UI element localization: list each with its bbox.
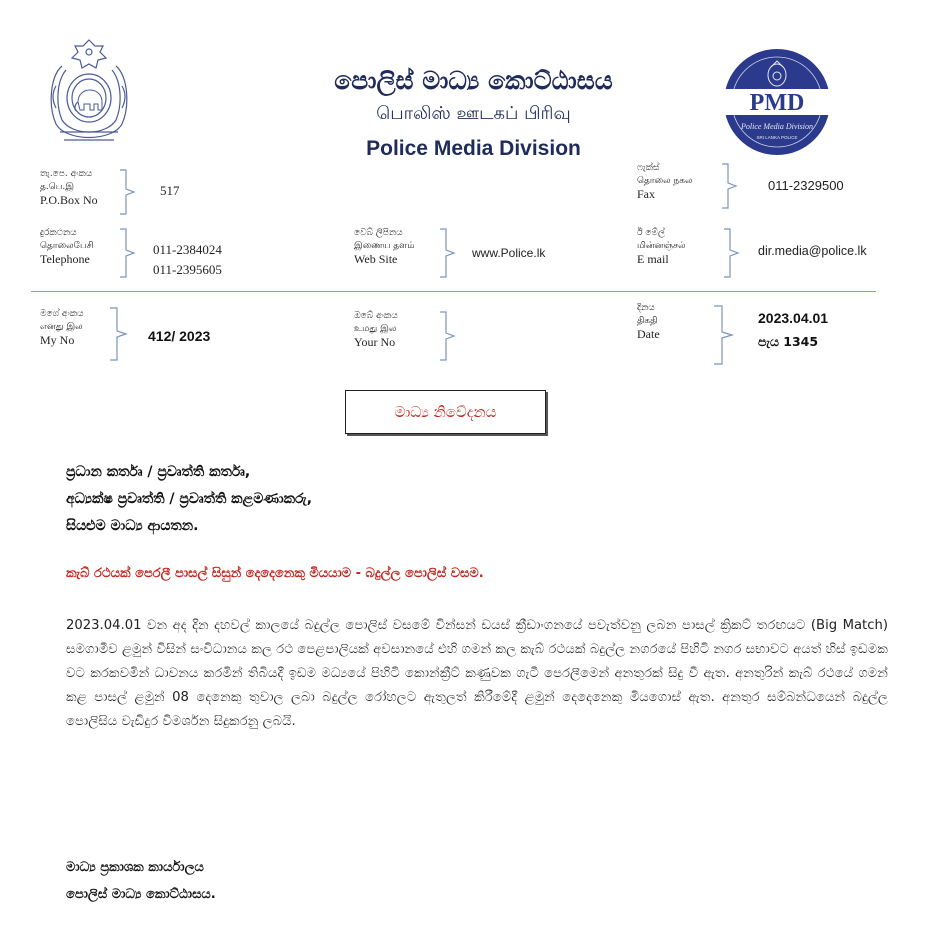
brace-icon <box>722 227 742 279</box>
website-label: වෙබ් ලිපිනය இணைய தளம் Web Site <box>354 228 415 266</box>
pmd-logo <box>722 47 832 157</box>
telephone-value-1: 011-2384024 <box>153 242 222 257</box>
signature-line: පොලිස් මාධ්‍ය කොට්ඨාසය. <box>66 887 216 902</box>
website-value: www.Police.lk <box>472 246 546 260</box>
my-no-value: 412/ 2023 <box>148 328 211 344</box>
divider <box>31 291 876 292</box>
body-paragraph: 2023.04.01 වන අද දින දහවල් කාලයේ බදුල්ල පොලිස් වසමේ වින්සන් ඩයස් ක්‍රීඩාංගනයේ පවැත්වනු ලබන පාසල් ක්‍රිකට් තරඟයට (Big Match) සමගාමීව ළමුන් විසින් සංවිධානය කල රථ පෙළපාලියක් අවසානයේ එහි ගමන් කල කැබ් රථයක් බදුල්ල නගරයේ පිහිටි නගර සභාවට අයත් හිස් ඉඩමක වට කරකවමින් ධාවනය කරමින් තිබියදී ඉඩම මධ්‍යයේ පිහිටි කොන්ක්‍රීට් කණුවක ගැටී පෙරලීමෙන් අනතුරක් සිදු වී ඇත. අනතුරින් කැබ් රථයේ ගමන් කළ පාසල් ළමුන් 08 දෙනෙකු තුවාල ලබා බදුල්ල රෝහලට ඇතුලත් කිරීමේදී ළමුන් දෙදෙනෙකු මියගොස් ඇත. අනතුර සම්බන්ධයෙන් බදුල්ල පොලිසිය වැඩිදුර විමර්ශන සිදුකරනු ලබයි. <box>66 618 888 729</box>
fax-value: 011-2329500 <box>768 178 844 193</box>
brace-icon <box>118 227 138 279</box>
brace-icon <box>720 162 740 210</box>
addressees <box>66 459 312 540</box>
your-no-label: ඔබේ අංකය உமது இல Your No <box>354 311 398 349</box>
title-tamil: பொலிஸ் ஊடகப் பிரிவு <box>376 103 571 124</box>
telephone-values <box>153 240 222 280</box>
po-box-value: 517 <box>160 183 180 198</box>
signature-line: මාධ්‍ය ප්‍රකාශක කාර්යාලය <box>66 860 204 875</box>
title-sinhala: පොලිස් මාධ්‍ය කොට්ඨාසය <box>334 66 613 95</box>
notice-title: මාධ්‍ය නිවේදනය <box>345 390 546 434</box>
pmd-logo-ring-text: Police Media Division <box>741 122 813 131</box>
telephone-label: දුරකථනය தொலைபேசி Telephone <box>40 228 94 266</box>
time-value: පැය 1345 <box>758 334 819 349</box>
addressee-line: ප්‍රධාන කර්තෘ / ප්‍රවෘත්ති කර්තෘ, <box>66 464 251 480</box>
title-english: Police Media Division <box>366 137 581 160</box>
headline: කැබ් රථයක් පෙරලී පාසල් සිසුන් දෙදෙනෙකු මියයාම - බදුල්ල පොලිස් වසම. <box>66 566 484 581</box>
email-label: ඊ මේල් மின்னஞ்சல் E mail <box>637 228 686 266</box>
addressee-line: අධ්‍යක්ෂ ප්‍රවෘත්ති / ප්‍රවෘත්ති කළමණාකරු, <box>66 491 313 507</box>
pmd-logo-text: PMD <box>749 90 805 116</box>
addressee-line: සියළුම මාධ්‍ය ආයතන. <box>66 518 199 534</box>
signature-block <box>66 854 216 908</box>
date-label: දිනය திகதி Date <box>637 303 660 341</box>
po-box-label: තැ.පෙ. අංකය த.பெ.இ P.O.Box No <box>40 169 98 207</box>
brace-icon <box>118 168 138 216</box>
date-value: 2023.04.01 <box>758 310 829 326</box>
brace-icon <box>438 227 458 279</box>
brace-icon <box>438 310 458 362</box>
pmd-logo-sub-text: SRI LANKA POLICE <box>756 135 798 140</box>
telephone-value-2: 011-2395605 <box>153 262 222 277</box>
brace-icon <box>712 304 736 366</box>
fax-label: ෆැක්ස් தொலை நகல Fax <box>637 163 693 201</box>
email-value: dir.media@police.lk <box>758 244 867 258</box>
brace-icon <box>108 306 130 362</box>
my-no-label: මගේ අංකය எனது இல My No <box>40 309 84 347</box>
